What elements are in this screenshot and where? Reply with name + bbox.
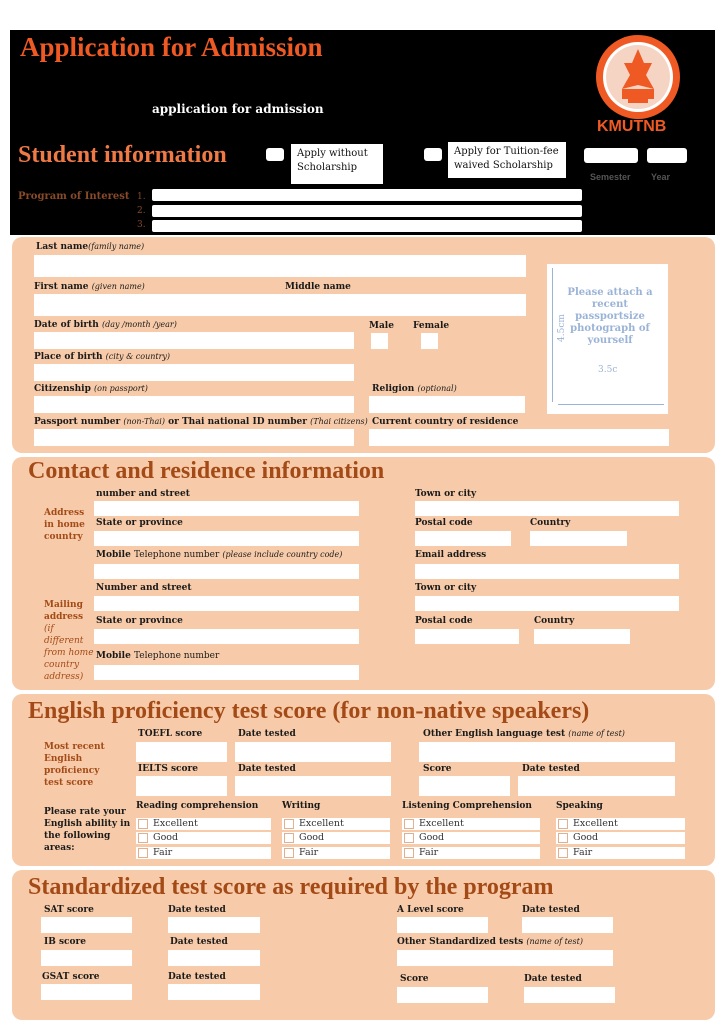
apply-without-label: Apply without Scholarship <box>291 144 383 184</box>
rating-skill-header: Speaking <box>556 801 603 811</box>
citizenship-field[interactable] <box>34 396 354 413</box>
other-score-field[interactable] <box>419 776 510 796</box>
program-number: 2. <box>137 206 146 216</box>
recent-test-side-label: Most recent English proficiency test score <box>44 742 105 788</box>
rating-option-label: Fair <box>573 847 593 858</box>
toefl-label: TOEFL score <box>138 729 203 739</box>
standardized-section-title: Standardized test score as required by the program <box>28 874 554 900</box>
mailing-postal-field[interactable] <box>415 629 519 644</box>
contact-section-title: Contact and residence information <box>28 458 385 484</box>
state-label: State or province <box>96 518 183 528</box>
page-title: Application for Admission <box>20 32 323 62</box>
passport-label: Passport number (non-Thai) or Thai national ID number (Thai citizens) <box>34 417 368 427</box>
rating-option-label: Fair <box>419 847 439 858</box>
mailing-town-label: Town or city <box>415 583 477 593</box>
other-date-field[interactable] <box>518 776 675 796</box>
toefl-field[interactable] <box>136 742 227 762</box>
state-field[interactable] <box>94 531 359 546</box>
rating-checkbox[interactable] <box>138 819 148 829</box>
dob-field[interactable] <box>34 332 354 349</box>
apply-without-checkbox[interactable] <box>266 148 284 161</box>
rating-option-label: Good <box>153 832 179 843</box>
other-score-label: Score <box>423 764 452 774</box>
country-label: Country <box>530 518 571 528</box>
logo-text: KMUTNB <box>597 118 667 135</box>
gsat-label: GSAT score <box>42 972 100 982</box>
rating-option-label: Excellent <box>299 818 344 829</box>
rating-checkbox[interactable] <box>404 819 414 829</box>
semester-field[interactable] <box>584 148 638 163</box>
rating-checkbox[interactable] <box>558 833 568 843</box>
citizenship-label: Citizenship (on passport) <box>34 384 148 394</box>
score-field[interactable] <box>397 987 488 1003</box>
female-checkbox[interactable] <box>421 333 438 349</box>
sat-field[interactable] <box>41 917 132 933</box>
rating-checkbox[interactable] <box>558 848 568 858</box>
other-standardized-field[interactable] <box>397 950 613 966</box>
photo-instructions: Please attach a recent passportsize photograph of yourself <box>567 287 653 346</box>
mailing-state-field[interactable] <box>94 629 359 644</box>
residence-field[interactable] <box>369 429 669 446</box>
program-number: 1. <box>137 192 146 202</box>
dob-label: Date of birth (day /month /year) <box>34 320 177 330</box>
english-section-title: English proficiency test score (for non-native speakers) <box>28 698 590 724</box>
mailing-state-label: State or province <box>96 616 183 626</box>
score-label: Score <box>400 974 429 984</box>
last-name-field[interactable] <box>34 255 526 277</box>
rating-checkbox[interactable] <box>404 833 414 843</box>
rating-checkbox[interactable] <box>138 848 148 858</box>
pob-label: Place of birth (city & country) <box>34 352 171 362</box>
ielts-date-field[interactable] <box>235 776 391 796</box>
mailing-street-label: Number and street <box>96 583 192 593</box>
religion-field[interactable] <box>369 396 525 413</box>
other-standardized-label: Other Standardized tests (name of test) <box>397 937 583 947</box>
postal-label: Postal code <box>415 518 473 528</box>
mailing-address-side-label: Mailing address (if different from home country address) <box>44 600 94 682</box>
rating-checkbox[interactable] <box>284 848 294 858</box>
rating-option-label: Excellent <box>153 818 198 829</box>
ielts-field[interactable] <box>136 776 227 796</box>
rating-option-label: Excellent <box>419 818 464 829</box>
town-label: Town or city <box>415 489 477 499</box>
male-checkbox[interactable] <box>371 333 388 349</box>
sat-label: SAT score <box>44 905 94 915</box>
alevel-field[interactable] <box>397 917 488 933</box>
email-field[interactable] <box>415 564 679 579</box>
apply-tuition-label: Apply for Tuition-fee waived Scholarship <box>448 142 566 178</box>
alevel-date-field[interactable] <box>522 917 613 933</box>
ielts-date-label: Date tested <box>238 764 296 774</box>
other-english-test-label: Other English language test (name of test) <box>423 729 625 739</box>
toefl-date-field[interactable] <box>235 742 391 762</box>
apply-tuition-checkbox[interactable] <box>424 148 442 161</box>
mailing-town-field[interactable] <box>415 596 679 611</box>
first-name-field[interactable] <box>34 294 526 316</box>
sat-date-label: Date tested <box>168 905 226 915</box>
rating-option-label: Good <box>299 832 325 843</box>
rate-ability-side-label: Please rate your English ability in the following areas: <box>44 807 131 853</box>
rating-option-label: Fair <box>299 847 319 858</box>
pob-field[interactable] <box>34 364 354 381</box>
ib-date-field[interactable] <box>168 950 260 966</box>
rating-checkbox[interactable] <box>284 819 294 829</box>
postal-field[interactable] <box>415 531 511 546</box>
rating-skill-header: Reading comprehension <box>136 801 259 811</box>
rating-checkbox[interactable] <box>284 833 294 843</box>
program-field-1[interactable] <box>152 189 582 201</box>
email-label: Email address <box>415 550 487 560</box>
rating-checkbox[interactable] <box>558 819 568 829</box>
student-info-heading: Student information <box>18 142 227 168</box>
ib-date-label: Date tested <box>170 937 228 947</box>
telephone-label: Mobile Telephone number (please include country code) <box>96 550 343 560</box>
university-seal-logo <box>594 33 682 121</box>
mailing-country-field[interactable] <box>534 629 630 644</box>
rating-skill-header: Writing <box>282 801 321 811</box>
mailing-telephone-field[interactable] <box>94 665 359 680</box>
mailing-country-label: Country <box>534 616 575 626</box>
residence-label: Current country of residence <box>372 417 519 427</box>
program-of-interest-label: Program of Interest <box>18 191 130 202</box>
program-number: 3. <box>137 220 146 230</box>
last-name-label: Last name(family name) <box>36 242 145 252</box>
mailing-postal-label: Postal code <box>415 616 473 626</box>
street-label: number and street <box>96 489 190 499</box>
first-name-label: First name (given name) <box>34 282 145 292</box>
ielts-label: IELTS score <box>138 764 199 774</box>
gsat-field[interactable] <box>41 984 132 1000</box>
rating-option-label: Good <box>419 832 445 843</box>
country-field[interactable] <box>530 531 627 546</box>
ib-label: IB score <box>44 937 86 947</box>
score-date-label: Date tested <box>524 974 582 984</box>
alevel-date-label: Date tested <box>522 905 580 915</box>
rating-option-label: Good <box>573 832 599 843</box>
gsat-date-label: Date tested <box>168 972 226 982</box>
rating-checkbox[interactable] <box>138 833 148 843</box>
rating-skill-header: Listening Comprehension <box>402 801 532 811</box>
passport-field[interactable] <box>34 429 354 446</box>
other-english-test-field[interactable] <box>419 742 675 762</box>
alevel-label: A Level score <box>397 905 464 915</box>
mailing-street-field[interactable] <box>94 596 359 611</box>
male-label: Male <box>369 321 394 331</box>
home-address-side-label: Address in home country <box>44 508 85 542</box>
semester-label: Semester <box>590 172 631 182</box>
photo-height-arrow <box>552 268 553 402</box>
middle-name-label: Middle name <box>285 282 351 292</box>
gsat-date-field[interactable] <box>168 984 260 1000</box>
photo-width-text: 3.5c <box>598 365 618 375</box>
sat-date-field[interactable] <box>168 917 260 933</box>
photo-height-text: 4.5cm <box>556 314 567 342</box>
program-field-2[interactable] <box>152 205 582 217</box>
other-date-label: Date tested <box>522 764 580 774</box>
street-field[interactable] <box>94 501 359 516</box>
mailing-telephone-label: Mobile Telephone number <box>96 651 220 661</box>
religion-label: Religion (optional) <box>372 384 457 394</box>
page-subtitle: application for admission <box>152 102 324 116</box>
year-label: Year <box>651 172 671 182</box>
female-label: Female <box>413 321 450 331</box>
rating-option-label: Fair <box>153 847 173 858</box>
town-field[interactable] <box>415 501 679 516</box>
year-field[interactable] <box>647 148 687 163</box>
rating-checkbox[interactable] <box>404 848 414 858</box>
telephone-field[interactable] <box>94 564 359 579</box>
program-field-3[interactable] <box>152 220 582 232</box>
ib-field[interactable] <box>41 950 132 966</box>
rating-option-label: Excellent <box>573 818 618 829</box>
score-date-field[interactable] <box>524 987 615 1003</box>
photo-width-arrow <box>558 404 664 405</box>
toefl-date-label: Date tested <box>238 729 296 739</box>
